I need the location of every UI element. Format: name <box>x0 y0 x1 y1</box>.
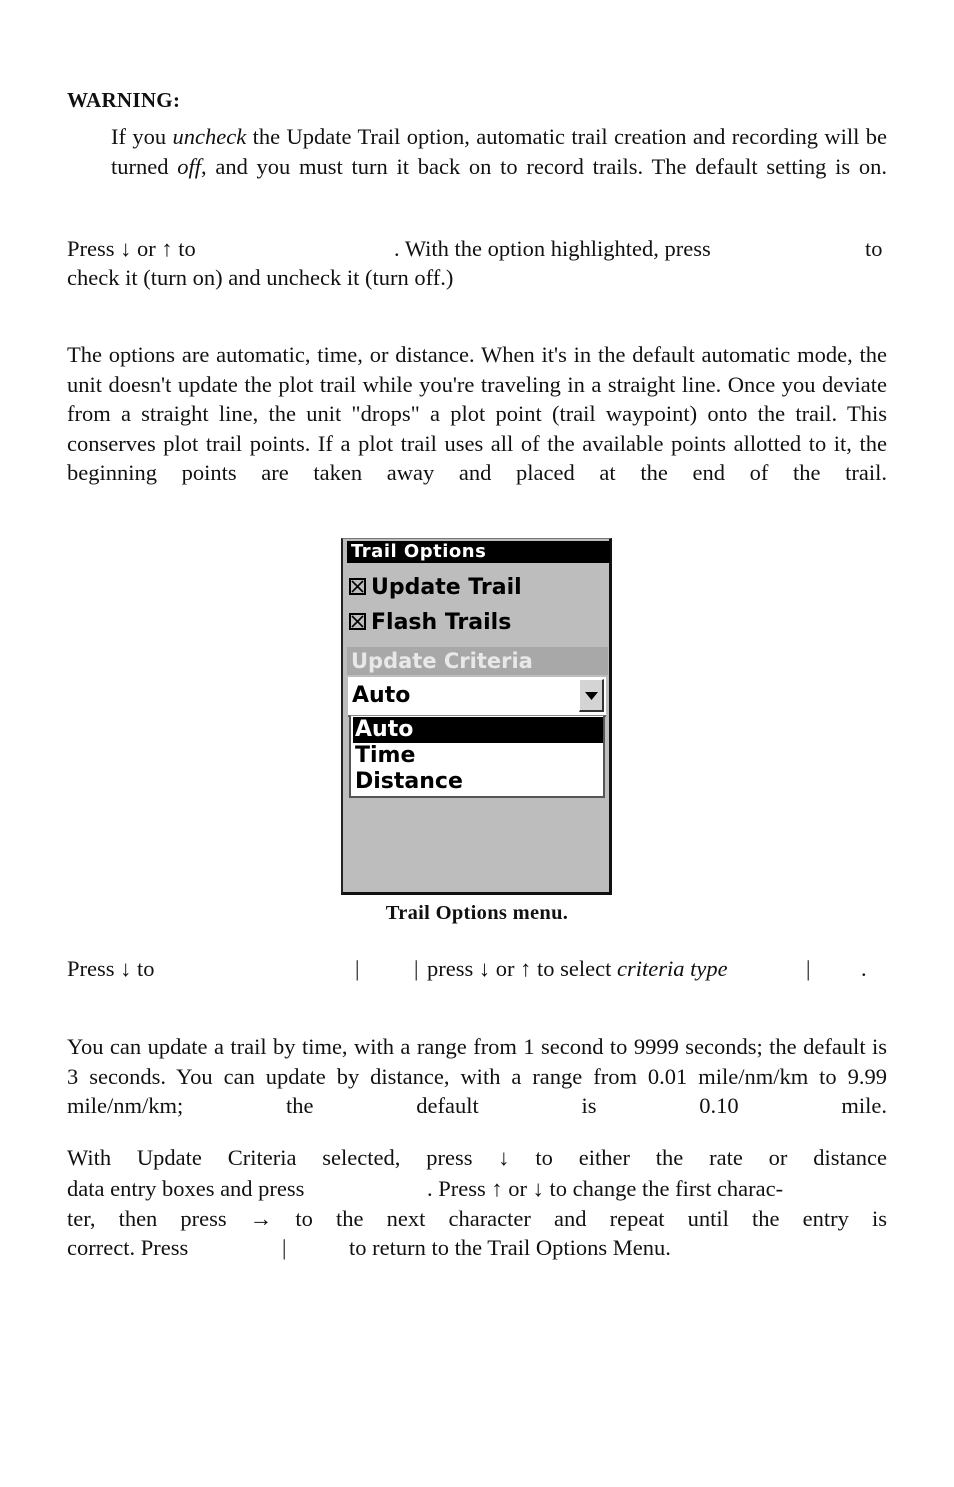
update-criteria-label[interactable]: Update Criteria <box>347 647 608 675</box>
criteria-options-list <box>349 715 605 798</box>
warning-paragraph: If you uncheck the Update Trail option, automatic trail creation and recording will be turned off, and you must turn it back on to record trails. The default setting is on. <box>111 124 887 179</box>
press-instruction-2a: Press ↓ to <box>67 956 155 981</box>
criteria-line-4a: correct. Press <box>67 1235 189 1260</box>
separator: | <box>282 1235 287 1260</box>
time-distance-paragraph: You can update a trail by time, with a range from 1 second to 9999 seconds; the default is 3 seconds. You can update by distance, with a range from 0.01 mile/nm/km to 9.99 mile/nm/km; the default is 0.10 mile. <box>67 1034 887 1118</box>
criteria-line-3: ter, then press → to the next character and repeat until the entry is <box>67 1206 887 1231</box>
option-auto[interactable]: Auto <box>353 717 603 743</box>
option-time[interactable]: Time <box>355 743 416 768</box>
checked-box-icon[interactable] <box>349 578 366 595</box>
warning-title: WARNING: <box>67 88 181 112</box>
selected-value: Auto <box>352 683 411 708</box>
screen-title: Trail Options <box>347 541 610 563</box>
separator: | <box>414 956 419 981</box>
criteria-line-4b: to return to the Trail Options Menu. <box>349 1235 671 1260</box>
options-paragraph: The options are automatic, time, or distance. When it's in the default automatic mode, the unit doesn't update the plot trail while you're traveling in a straight line. Once you deviate from a straight line, the unit "drops" a plot point (trail waypoint) onto the trail. This conserves plot trail points. If a plot trail uses all of the available points allotted to it, the beginning points are taken away and placed at the end of the trail. <box>67 342 887 485</box>
checked-box-icon[interactable] <box>349 613 366 630</box>
trail-options-screen <box>341 538 612 895</box>
flash-trails-option[interactable] <box>349 608 511 638</box>
press-instruction-1a: Press ↓ or ↑ to <box>67 236 196 261</box>
press-instruction-1-line2: check it (turn on) and uncheck it (turn off.) <box>67 265 454 290</box>
press-instruction-2-end: . <box>861 956 867 981</box>
update-trail-label: Update Trail <box>371 575 522 600</box>
figure-caption: Trail Options menu. <box>385 902 569 924</box>
press-instruction-2b: press ↓ or ↑ to select criteria type <box>427 956 728 981</box>
dropdown-arrow-button[interactable] <box>579 679 604 712</box>
press-instruction-1b: . With the option highlighted, press <box>394 236 711 261</box>
separator: | <box>355 956 360 981</box>
press-instruction-1c: to <box>865 236 883 261</box>
triangle-down-icon <box>581 681 602 709</box>
criteria-line-2a: data entry boxes and press <box>67 1176 305 1201</box>
update-trail-option[interactable] <box>349 573 522 603</box>
criteria-line-1: With Update Criteria selected, press ↓ to either the rate or distance <box>67 1145 887 1170</box>
option-distance[interactable]: Distance <box>355 769 463 794</box>
criteria-line-2b: . Press ↑ or ↓ to change the first charac- <box>427 1176 784 1201</box>
separator: | <box>806 956 811 981</box>
update-criteria-select[interactable] <box>348 677 606 717</box>
flash-trails-label: Flash Trails <box>371 610 512 635</box>
